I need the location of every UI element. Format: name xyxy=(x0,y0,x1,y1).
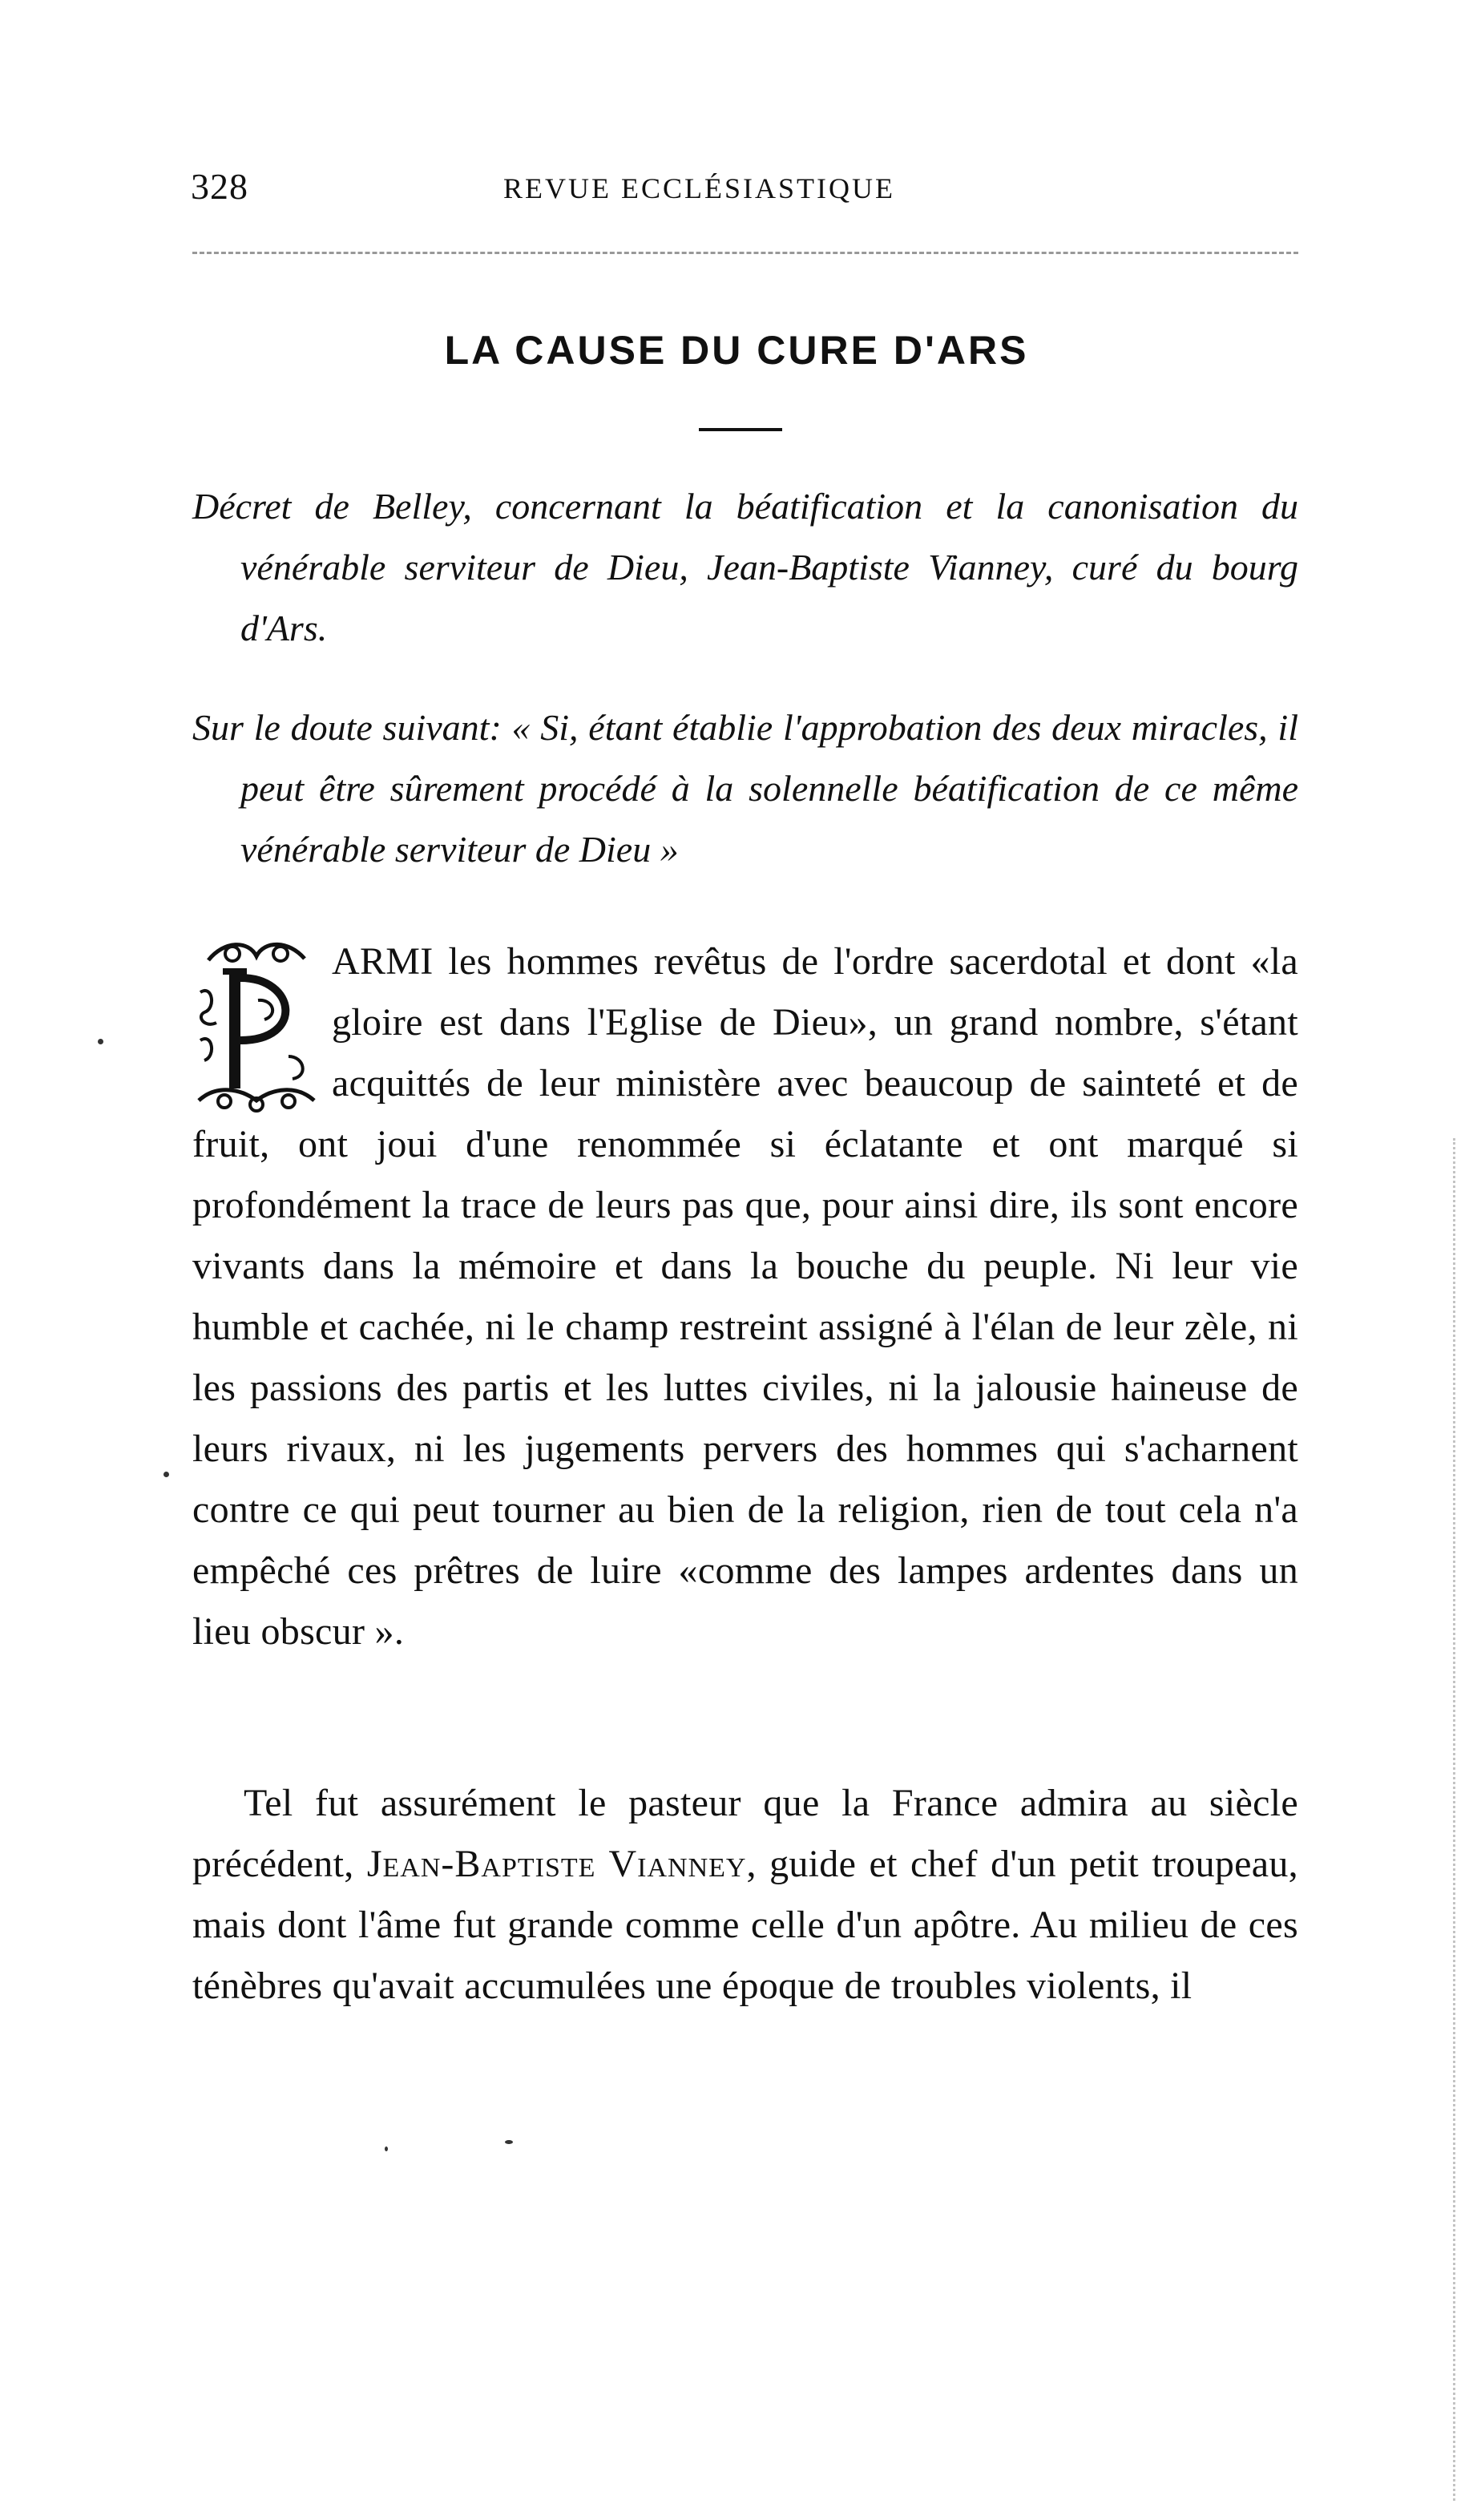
paragraph-2-text-start: Tel fut assurément le pasteur que la France admira au siècle précédent, xyxy=(192,1782,1298,1885)
scan-speck xyxy=(385,2146,388,2151)
dropcap-ornament-icon xyxy=(192,936,321,1114)
saint-name: Jean-Baptiste Vianney xyxy=(366,1843,747,1885)
paragraph-1 xyxy=(192,931,1298,1662)
page-number: 328 xyxy=(191,166,248,207)
scan-speck xyxy=(163,1472,169,1477)
article-title: LA CAUSE DU CURE D'ARS xyxy=(444,328,1029,373)
paragraph-1-text: ARMI les hommes revêtus de l'ordre sacerdotal et dont «la gloire est dans l'Eglise de Dieu», un grand nombre, s'étant acquittés de leur ministère avec beaucoup de sainteté et de fruit, ont joui d'une renommée si éclatante et ont marqué si profondément la trace de leurs pas que, pour ainsi dire, ils sont encore vivants dans la mémoire et dans la bouche du peuple. Ni leur vie humble et cachée, ni le champ restreint assigné à l'élan de leur zèle, ni les passions des partis et les luttes civiles, ni la jalousie haineuse de leurs rivaux, ni les jugements pervers des hommes qui s'acharnent contre ce qui peut tourner au bien de la religion, rien de tout cela n'a empêché ces prêtres de luire «comme des lampes ardentes dans un lieu obscur ». xyxy=(192,940,1298,1653)
decree-question-text: Sur le doute suivant: « Si, étant établie l'approbation des deux miracles, il peut être sûrement procédé à la solennelle béatification de ce même vénérable serviteur de Dieu » xyxy=(192,707,1298,870)
scan-speck xyxy=(98,1039,103,1044)
header-rule xyxy=(192,252,1298,254)
running-head xyxy=(183,165,1305,213)
decree-heading-text: Décret de Belley, concernant la béatification et la canonisation du vénérable serviteur de Dieu, Jean-Baptiste Vianney, curé du bourg d'Ars. xyxy=(192,486,1298,648)
decree-question xyxy=(192,697,1298,880)
paragraph-2-text-end: , guide et chef d'un petit troupeau, mais dont l'âme fut grande comme celle d'un apôtre. Au milieu de ces ténèbres qu'avait accumulées une époque de troubles violents, il xyxy=(192,1843,1298,2007)
title-rule xyxy=(699,428,782,431)
decree-heading xyxy=(192,476,1298,659)
scan-edge-artifact xyxy=(1453,1138,1459,2501)
journal-title: REVUE ECCLÉSIASTIQUE xyxy=(503,172,895,204)
ornamental-dropcap xyxy=(192,936,321,1114)
paragraph-2 xyxy=(192,1773,1298,2017)
scan-speck xyxy=(505,2140,513,2144)
